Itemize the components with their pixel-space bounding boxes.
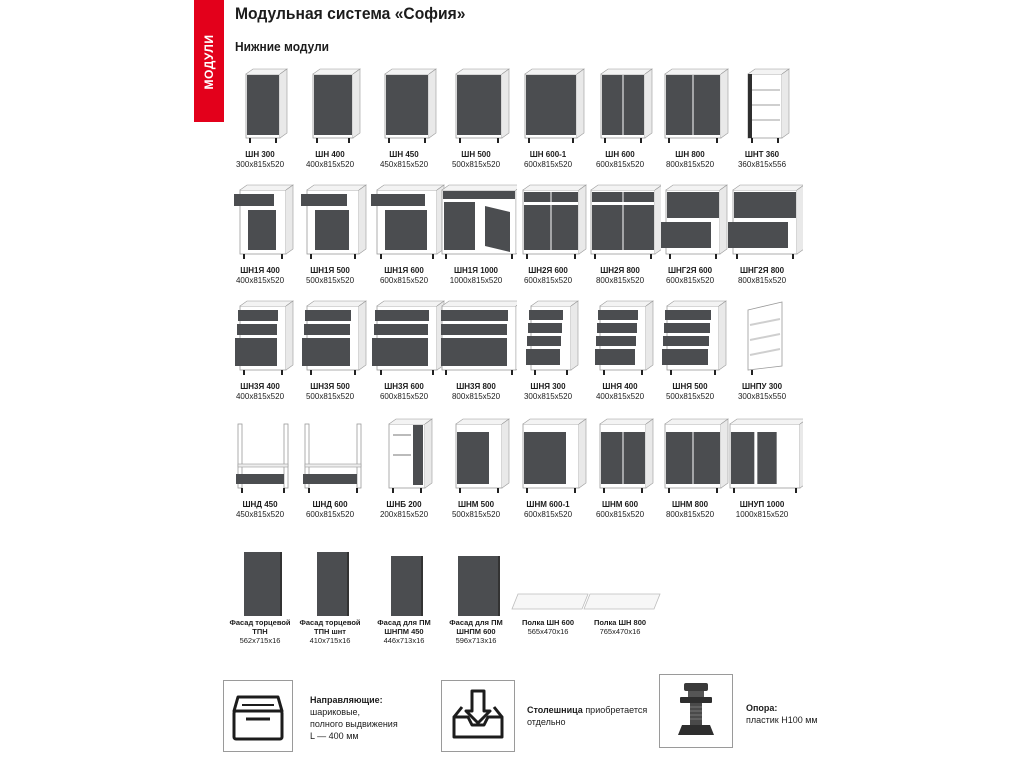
module-item (441, 300, 511, 402)
module-name: ШНПУ 300 (741, 382, 783, 391)
accessory-name: Полка ШН 600 (521, 618, 575, 627)
countertop-icon-box (441, 680, 515, 752)
module-dimensions: 1000x815x520 (735, 510, 789, 519)
countertop-line-2: отдельно (527, 717, 566, 727)
module-name: ШНЯ 300 (530, 382, 566, 391)
drawer-icon (224, 681, 292, 751)
module-dimensions: 800x815x520 (595, 276, 645, 285)
accessory-illustration (364, 546, 444, 618)
module-name: ШНТ 360 (744, 150, 780, 159)
guides-title: Направляющие: (310, 695, 383, 705)
module-name: ШНМ 500 (457, 500, 495, 509)
section-title: Нижние модули (235, 39, 330, 54)
module-item (727, 418, 797, 520)
sidebar-tab (194, 0, 224, 122)
adjustable-leg-icon (660, 675, 732, 747)
accessory-illustration (436, 546, 516, 618)
cabinet-illustration (369, 418, 439, 500)
module-item (441, 418, 511, 520)
cabinet-illustration (369, 184, 439, 266)
module-dimensions: 600x815x520 (523, 160, 573, 169)
guides-icon-box (223, 680, 293, 752)
module-dimensions: 600x815x520 (523, 276, 573, 285)
module-dimensions: 600x815x520 (595, 160, 645, 169)
module-name: ШНД 600 (312, 500, 348, 509)
module-dimensions: 400x815x520 (595, 392, 645, 401)
countertop-title: Столешница (527, 705, 583, 715)
accessory-name-line2: ТПН (252, 627, 268, 636)
cabinet-illustration (295, 68, 365, 150)
module-dimensions: 600x815x520 (523, 510, 573, 519)
module-item (295, 300, 365, 402)
accessory-illustration (290, 546, 370, 618)
module-dimensions: 450x815x520 (379, 160, 429, 169)
module-dimensions: 1000x815x520 (449, 276, 503, 285)
module-item (513, 184, 583, 286)
module-item (369, 184, 439, 286)
cabinet-illustration (655, 418, 725, 500)
cabinet-illustration (513, 184, 583, 266)
module-dimensions: 500x815x520 (665, 392, 715, 401)
module-dimensions: 800x815x520 (665, 510, 715, 519)
cabinet-illustration (295, 300, 365, 382)
cabinet-illustration (727, 418, 797, 500)
accessory-illustration (508, 546, 588, 618)
download-tray-icon (442, 681, 514, 751)
countertop-info (527, 704, 647, 728)
accessory-name-line2: ШНПМ 600 (456, 627, 496, 636)
cabinet-illustration (513, 300, 583, 382)
module-item (295, 184, 365, 286)
module-item (655, 68, 725, 170)
module-dimensions: 500x815x520 (451, 510, 501, 519)
module-item (513, 418, 583, 520)
support-title: Опора: (746, 703, 778, 713)
cabinet-illustration (441, 184, 511, 266)
module-dimensions: 800x815x520 (737, 276, 787, 285)
sidebar-tab-label: МОДУЛИ (202, 34, 216, 90)
cabinet-illustration (727, 184, 797, 266)
accessory-illustration (220, 546, 300, 618)
module-name: ШНМ 600 (601, 500, 639, 509)
module-item (655, 418, 725, 520)
module-item (295, 68, 365, 170)
accessory-name-line2: ТПН шнт (314, 627, 346, 636)
module-dimensions: 600x815x520 (379, 392, 429, 401)
cabinet-illustration (369, 68, 439, 150)
cabinet-illustration (225, 184, 295, 266)
module-dimensions: 500x815x520 (451, 160, 501, 169)
cabinet-illustration (727, 300, 797, 382)
module-item (225, 418, 295, 520)
module-name: ШНЯ 400 (602, 382, 638, 391)
accessory-dimensions: 565x470x16 (527, 627, 569, 636)
module-dimensions: 300x815x520 (235, 160, 285, 169)
accessory-name: Фасад для ПМ (377, 618, 431, 627)
module-name: ШН3Я 500 (310, 382, 350, 391)
module-dimensions: 800x815x520 (665, 160, 715, 169)
accessory-item (436, 546, 516, 645)
module-name: ШН 600-1 (529, 150, 567, 159)
support-info (746, 702, 818, 726)
accessory-item (580, 546, 660, 636)
module-name: ШН3Я 800 (456, 382, 496, 391)
accessory-dimensions: 562x715x16 (239, 636, 281, 645)
module-name: ШН1Я 500 (310, 266, 350, 275)
cabinet-illustration (655, 184, 725, 266)
accessory-item (508, 546, 588, 636)
cabinet-illustration (585, 68, 655, 150)
module-item (655, 300, 725, 402)
support-line-1: пластик Н100 мм (746, 715, 818, 725)
module-item (727, 68, 797, 170)
cabinet-illustration (295, 418, 365, 500)
module-name: ШН 450 (389, 150, 419, 159)
countertop-line-1: приобретается (585, 705, 648, 715)
module-dimensions: 800x815x520 (451, 392, 501, 401)
cabinet-illustration (513, 418, 583, 500)
module-name: ШН2Я 800 (600, 266, 640, 275)
module-dimensions: 300x815x550 (737, 392, 787, 401)
accessory-dimensions: 446x713x16 (383, 636, 425, 645)
module-item (441, 184, 511, 286)
accessory-name: Полка ШН 800 (593, 618, 647, 627)
module-item (369, 68, 439, 170)
module-dimensions: 600x815x520 (595, 510, 645, 519)
guides-line-3: L — 400 мм (310, 731, 359, 741)
cabinet-illustration (225, 68, 295, 150)
module-name: ШН1Я 600 (384, 266, 424, 275)
module-dimensions: 500x815x520 (305, 392, 355, 401)
module-item (585, 68, 655, 170)
module-name: ШНБ 200 (386, 500, 422, 509)
accessory-item (220, 546, 300, 645)
module-item (369, 300, 439, 402)
module-item (727, 300, 797, 402)
cabinet-illustration (225, 418, 295, 500)
module-item (369, 418, 439, 520)
accessory-name-line2: ШНПМ 450 (384, 627, 424, 636)
accessory-dimensions: 410x715x16 (309, 636, 351, 645)
module-dimensions: 400x815x520 (235, 392, 285, 401)
module-name: ШН3Я 600 (384, 382, 424, 391)
module-name: ШНМ 600-1 (526, 500, 570, 509)
accessory-item (364, 546, 444, 645)
cabinet-illustration (727, 68, 797, 150)
module-name: ШН3Я 400 (240, 382, 280, 391)
cabinet-illustration (441, 418, 511, 500)
cabinet-illustration (441, 300, 511, 382)
module-name: ШНМ 800 (671, 500, 709, 509)
module-dimensions: 600x815x520 (665, 276, 715, 285)
module-name: ШН 400 (315, 150, 345, 159)
accessory-item (290, 546, 370, 645)
module-name: ШН1Я 1000 (453, 266, 499, 275)
module-item (585, 184, 655, 286)
module-name: ШНЯ 500 (672, 382, 708, 391)
module-name: ШН2Я 600 (528, 266, 568, 275)
accessory-name: Фасад для ПМ (449, 618, 503, 627)
accessory-name: Фасад торцевой (229, 618, 291, 627)
cabinet-illustration (585, 300, 655, 382)
module-name: ШН 500 (461, 150, 491, 159)
accessory-name: Фасад торцевой (299, 618, 361, 627)
module-item (225, 300, 295, 402)
module-item (225, 184, 295, 286)
module-item (295, 418, 365, 520)
module-item (585, 418, 655, 520)
module-item (655, 184, 725, 286)
accessory-dimensions: 596x713x16 (455, 636, 497, 645)
module-item (727, 184, 797, 286)
support-icon-box (659, 674, 733, 748)
cabinet-illustration (513, 68, 583, 150)
module-item (513, 68, 583, 170)
module-item (585, 300, 655, 402)
guides-info (310, 694, 398, 742)
module-dimensions: 200x815x520 (379, 510, 429, 519)
module-name: ШН 800 (675, 150, 705, 159)
cabinet-illustration (441, 68, 511, 150)
guides-line-1: шариковые, (310, 707, 361, 717)
module-name: ШНУП 1000 (739, 500, 785, 509)
module-dimensions: 600x815x520 (379, 276, 429, 285)
module-dimensions: 450x815x520 (235, 510, 285, 519)
accessory-dimensions: 765x470x16 (599, 627, 641, 636)
module-name: ШНГ2Я 800 (739, 266, 785, 275)
module-name: ШН 600 (605, 150, 635, 159)
cabinet-illustration (655, 68, 725, 150)
module-item (441, 68, 511, 170)
cabinet-illustration (585, 184, 655, 266)
module-name: ШН 300 (245, 150, 275, 159)
cabinet-illustration (369, 300, 439, 382)
module-dimensions: 300x815x520 (523, 392, 573, 401)
cabinet-illustration (585, 418, 655, 500)
module-name: ШН1Я 400 (240, 266, 280, 275)
page-title: Модульная система «София» (235, 4, 466, 23)
module-dimensions: 400x815x520 (305, 160, 355, 169)
module-dimensions: 360x815x556 (737, 160, 787, 169)
module-name: ШНД 450 (242, 500, 278, 509)
cabinet-illustration (655, 300, 725, 382)
module-dimensions: 400x815x520 (235, 276, 285, 285)
module-item (225, 68, 295, 170)
module-dimensions: 500x815x520 (305, 276, 355, 285)
module-name: ШНГ2Я 600 (667, 266, 713, 275)
accessory-illustration (580, 546, 660, 618)
module-dimensions: 600x815x520 (305, 510, 355, 519)
guides-line-2: полного выдвижения (310, 719, 398, 729)
cabinet-illustration (295, 184, 365, 266)
module-item (513, 300, 583, 402)
cabinet-illustration (225, 300, 295, 382)
